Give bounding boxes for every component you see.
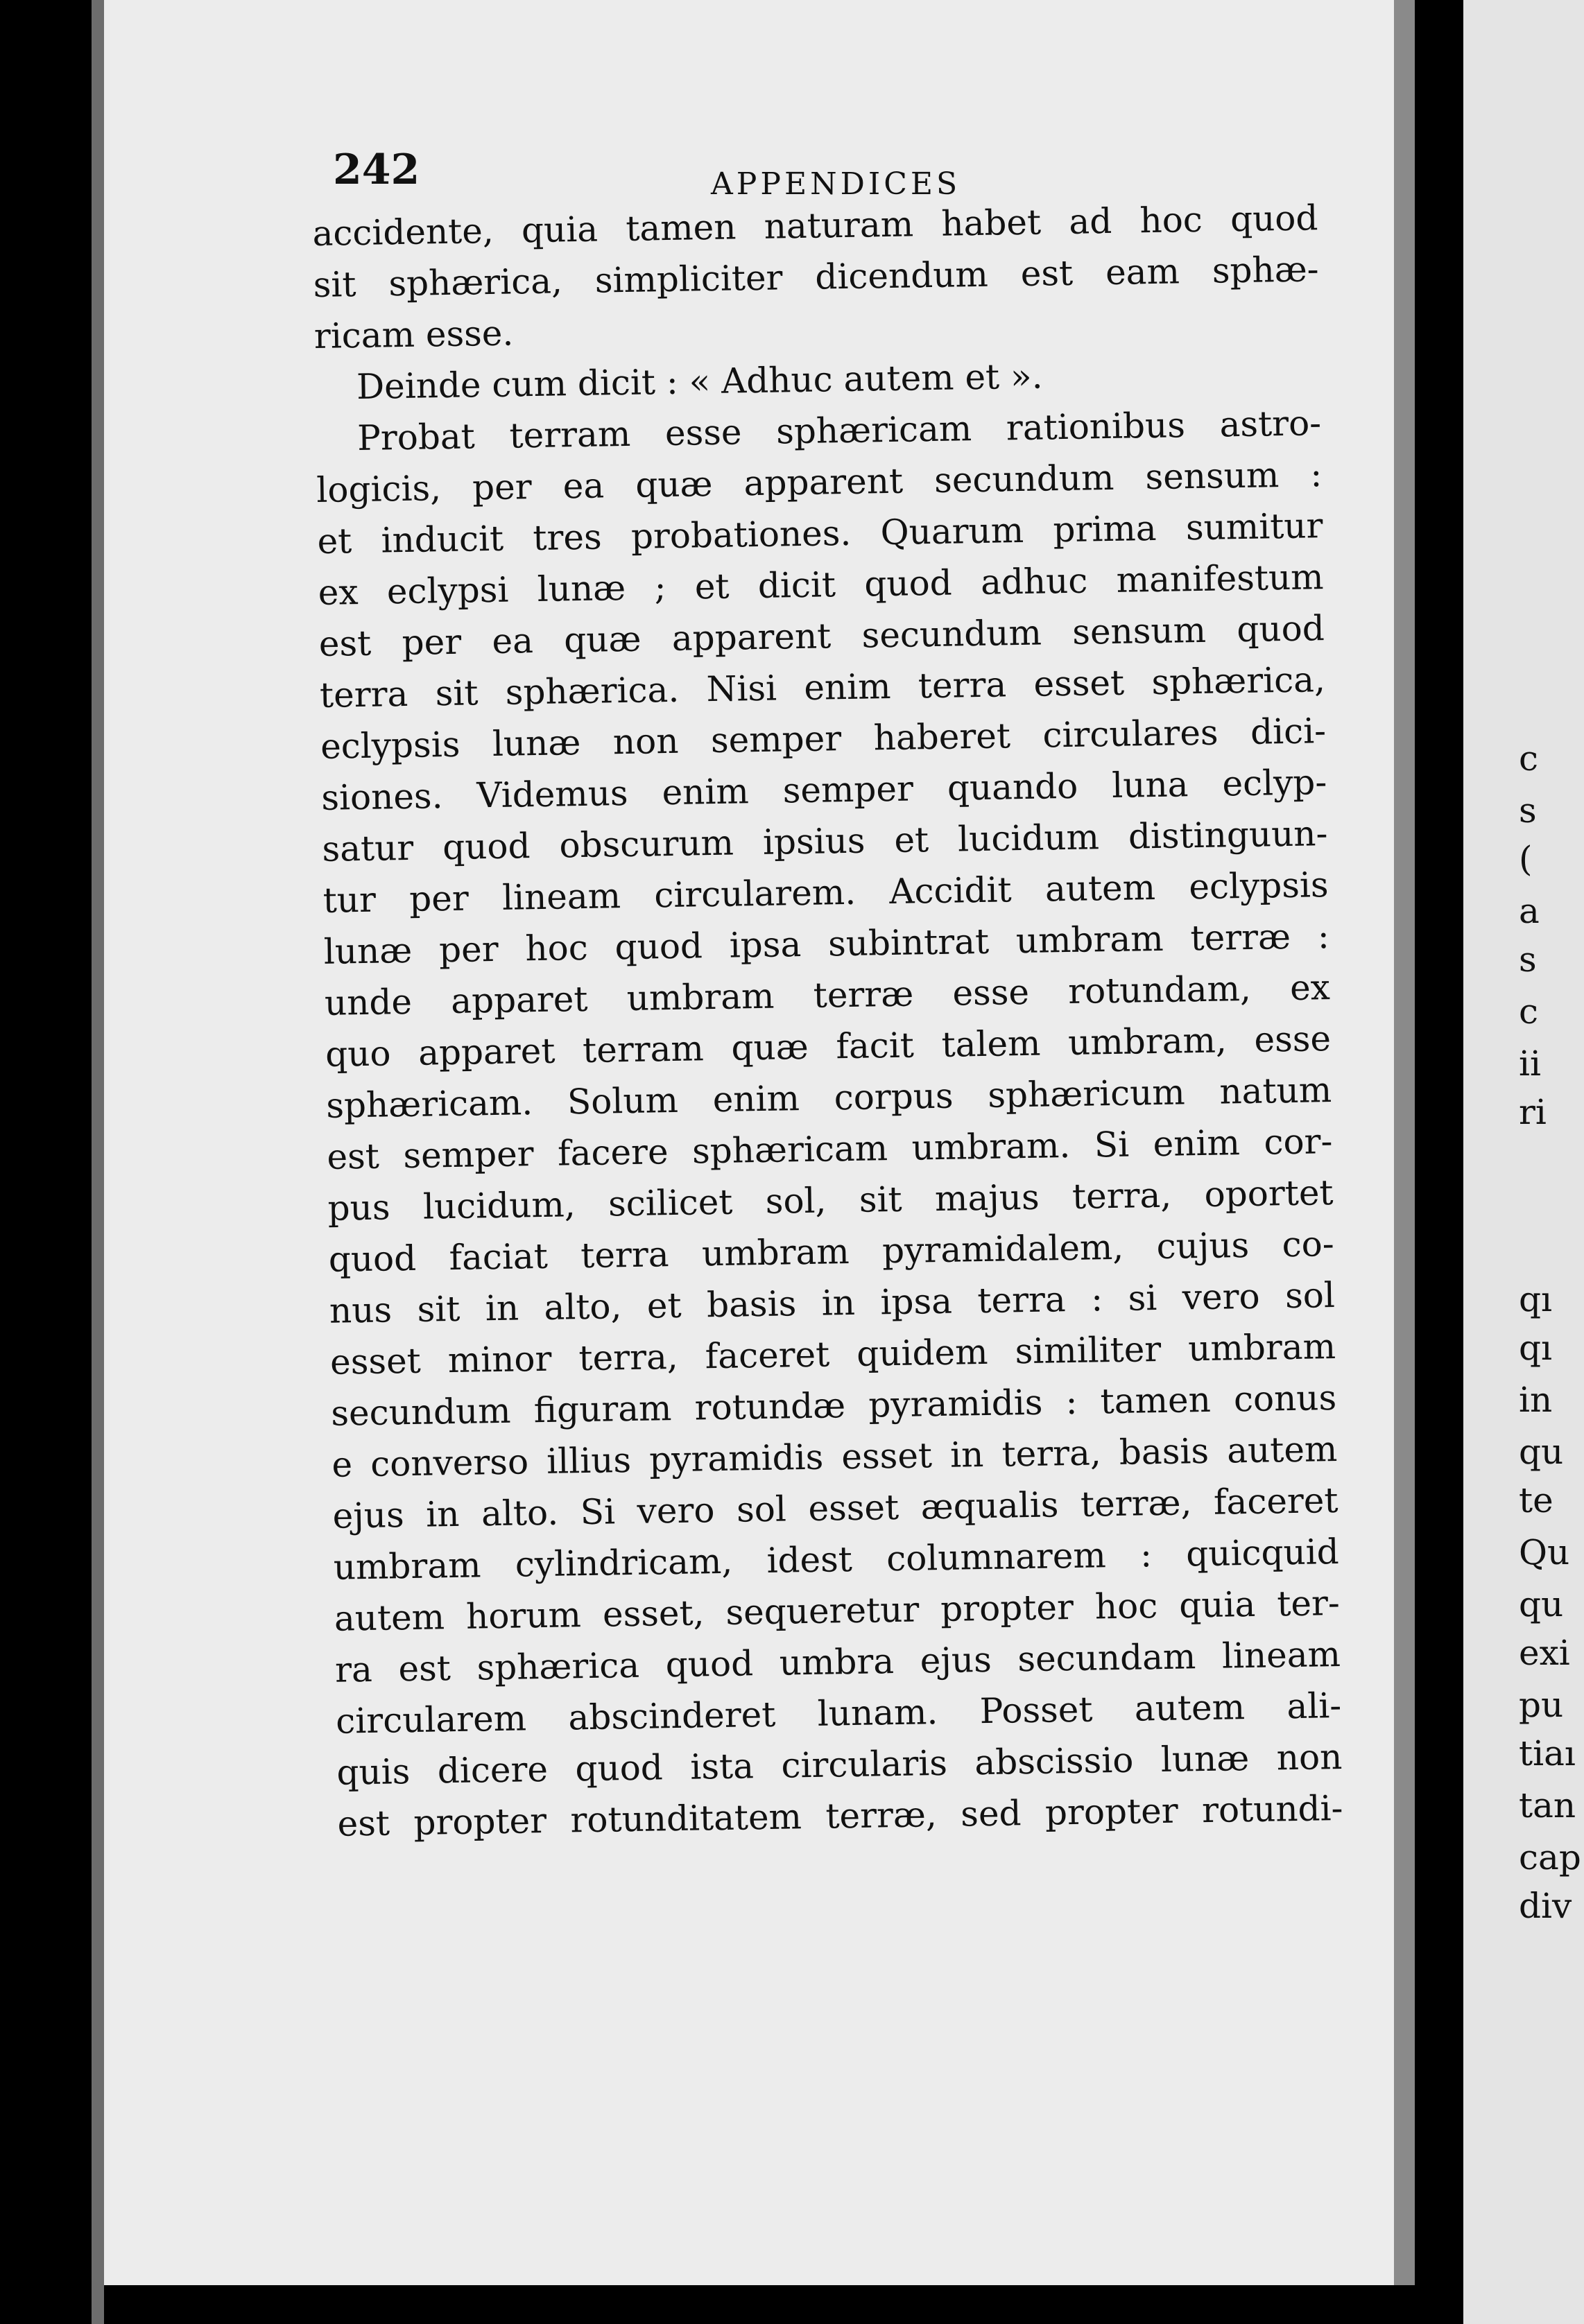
text-line: ra est sphærica quod umbra ejus secundam lineam: [334, 1633, 1341, 1690]
text-line: nus sit in alto, et basis in ipsa terra : si vero sol: [329, 1275, 1336, 1331]
text-line: Deinde cum dicit : « Adhuc autem et ».: [356, 356, 1043, 408]
bottom-scan-edge: [104, 2285, 1415, 2324]
text-line: satur quod obscurum ipsius et lucidum distinguun-: [322, 813, 1328, 869]
text-line: quo apparet terram quæ facit talem umbram, esse: [325, 1018, 1332, 1075]
text-line: esset minor terra, faceret quidem similiter umbram: [329, 1326, 1336, 1382]
facing-fragment: qu: [1519, 1432, 1564, 1472]
facing-fragment: cap: [1519, 1837, 1581, 1878]
text-line: ricam esse.: [313, 313, 514, 356]
text-line: est propter rotunditatem terræ, sed propter rotundi-: [337, 1787, 1343, 1844]
text-line: Probat terram esse sphæricam rationibus astro-: [356, 403, 1322, 459]
text-line: siones. Videmus enim semper quando luna eclyp-: [320, 762, 1327, 818]
text-line: quod faciat terra umbram pyramidalem, cujus co-: [328, 1224, 1335, 1280]
text-line: lunæ per hoc quod ipsa subintrat umbram terræ :: [323, 916, 1330, 972]
text-line: ex eclypsi lunæ ; et dicit quod adhuc manifestum: [318, 557, 1324, 613]
page-number: 242: [333, 146, 420, 194]
facing-fragment: in: [1519, 1380, 1553, 1420]
text-line: terra sit sphærica. Nisi enim terra esset sphærica,: [319, 659, 1326, 716]
left-scan-edge: [0, 0, 104, 2324]
text-line: tur per lineam circularem. Accidit autem eclypsis: [322, 865, 1329, 921]
text-line: quis dicere quod ista circularis abscissio lunæ non: [336, 1736, 1343, 1793]
facing-fragment: qı: [1519, 1328, 1552, 1368]
text-line: eclypsis lunæ non semper haberet circulares dici-: [320, 711, 1327, 767]
text-line: unde apparet umbram terræ esse rotundam, ex: [324, 967, 1331, 1023]
facing-fragment: te: [1519, 1480, 1553, 1520]
text-line: sit sphærica, simpliciter dicendum est eam sphæ-: [313, 249, 1320, 305]
facing-page: [1463, 0, 1584, 2324]
text-line: circularem abscinderet lunam. Posset autem ali-: [335, 1685, 1342, 1742]
facing-fragment: exi: [1519, 1633, 1570, 1673]
book-gutter: [1415, 0, 1463, 2324]
facing-fragment: (: [1519, 839, 1533, 879]
facing-fragment: tiaı: [1519, 1733, 1576, 1774]
text-line: et inducit tres probationes. Quarum prima sumitur: [317, 505, 1323, 562]
text-line: ejus in alto. Si vero sol esset æqualis terræ, faceret: [332, 1480, 1338, 1536]
gutter-shadow: [1394, 0, 1415, 2324]
facing-fragment: pu: [1519, 1685, 1564, 1725]
text-line: secundum figuram rotundæ pyramidis : tamen conus: [330, 1378, 1337, 1434]
text-line: autem horum esset, sequeretur propter hoc quia ter-: [334, 1582, 1341, 1639]
body-text: [312, 192, 1343, 1849]
text-line: pus lucidum, scilicet sol, sit majus terra, oportet: [327, 1172, 1334, 1229]
text-line: est per ea quæ apparent secundum sensum quod: [318, 608, 1325, 664]
text-line: accidente, quia tamen naturam habet ad hoc quod: [312, 198, 1318, 254]
facing-fragment: tan: [1519, 1785, 1576, 1826]
text-line: sphæricam. Solum enim corpus sphæricum natum: [325, 1070, 1332, 1126]
text-line: logicis, per ea quæ apparent secundum sensum :: [316, 454, 1323, 510]
text-line: umbram cylindricam, idest columnarem : quicquid: [333, 1531, 1340, 1588]
facing-fragment: qı: [1519, 1279, 1552, 1319]
facing-fragment: c: [1519, 738, 1539, 779]
facing-fragment: c: [1519, 991, 1539, 1032]
facing-fragment: s: [1519, 790, 1537, 831]
facing-fragment: qu: [1519, 1584, 1564, 1624]
text-line: est semper facere sphæricam umbram. Si enim cor-: [327, 1121, 1333, 1177]
facing-fragment: ri: [1519, 1092, 1547, 1132]
facing-fragment: s: [1519, 939, 1537, 980]
facing-fragment: ii: [1519, 1043, 1541, 1084]
running-head: APPENDICES: [711, 166, 961, 202]
facing-fragment: Qu: [1519, 1532, 1570, 1572]
facing-fragment: div: [1519, 1886, 1572, 1926]
facing-fragment: a: [1519, 891, 1540, 931]
text-line: e converso illius pyramidis esset in terra, basis autem: [332, 1429, 1338, 1485]
